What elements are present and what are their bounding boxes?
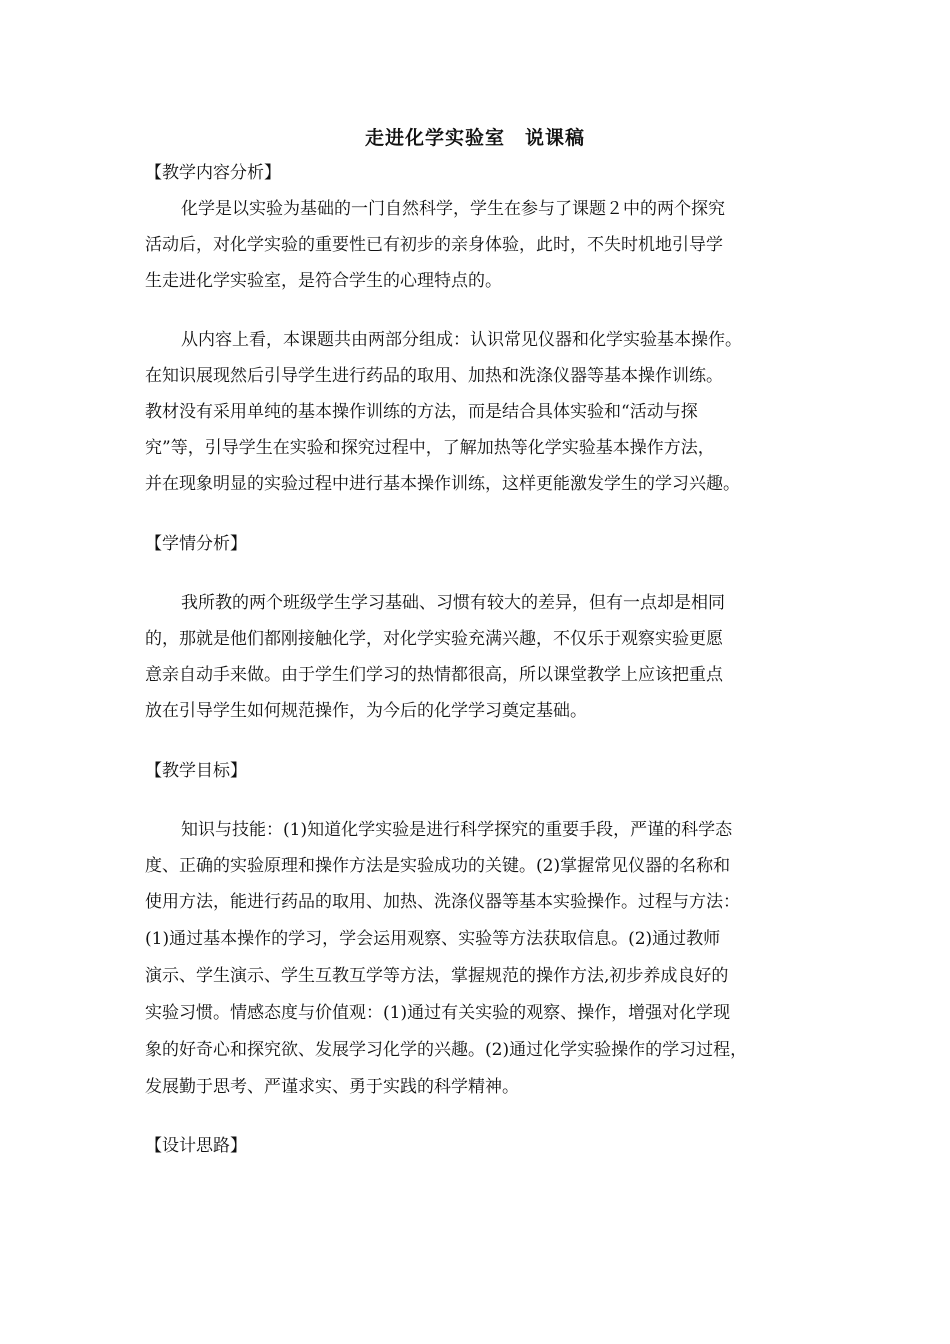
paragraph-line: 究”等，引导学生在实验和探究过程中，了解加热等化学实验基本操作方法， bbox=[145, 438, 715, 458]
paragraph-line: 在知识展现然后引导学生进行药品的取用、加热和洗涤仪器等基本操作训练。 bbox=[145, 366, 723, 386]
paragraph-line: 生走进化学实验室，是符合学生的心理特点的。 bbox=[145, 271, 502, 291]
paragraph-line: 化学是以实验为基础的一门自然科学，学生在参与了课题２中的两个探究 bbox=[181, 199, 725, 219]
section-heading-design-idea: 【设计思路】 bbox=[145, 1136, 247, 1156]
paragraph-line: 演示、学生演示、学生互教互学等方法，掌握规范的操作方法,初步养成良好的 bbox=[145, 966, 729, 986]
paragraph-line: 使用方法，能进行药品的取用、加热、洗涤仪器等基本实验操作。过程与方法： bbox=[145, 892, 740, 912]
paragraph-line: 我所教的两个班级学生学习基础、习惯有较大的差异，但有一点却是相同 bbox=[181, 593, 725, 613]
paragraph-line: 度、正确的实验原理和操作方法是实验成功的关键。(2)掌握常见仪器的名称和 bbox=[145, 856, 731, 876]
paragraph-line: 放在引导学生如何规范操作，为今后的化学学习奠定基础。 bbox=[145, 701, 587, 721]
paragraph-line: 并在现象明显的实验过程中进行基本操作训练，这样更能激发学生的学习兴趣。 bbox=[145, 474, 740, 494]
section-heading-content-analysis: 【教学内容分析】 bbox=[145, 163, 281, 183]
paragraph-line: 发展勤于思考、严谨求实、勇于实践的科学精神。 bbox=[145, 1077, 519, 1097]
paragraph-line: 的，那就是他们都刚接触化学，对化学实验充满兴趣，不仅乐于观察实验更愿 bbox=[145, 629, 723, 649]
paragraph-line: 知识与技能：(1)知道化学实验是进行科学探究的重要手段，严谨的科学态 bbox=[181, 820, 733, 840]
paragraph-line: 教材没有采用单纯的基本操作训练的方法，而是结合具体实验和“活动与探 bbox=[145, 402, 698, 422]
paragraph-line: 活动后，对化学实验的重要性已有初步的亲身体验，此时，不失时机地引导学 bbox=[145, 235, 723, 255]
section-heading-student-analysis: 【学情分析】 bbox=[145, 534, 247, 554]
paragraph-line: 从内容上看，本课题共由两部分组成：认识常见仪器和化学实验基本操作。 bbox=[181, 330, 742, 350]
section-heading-teaching-goals: 【教学目标】 bbox=[145, 761, 247, 781]
paragraph-line: (1)通过基本操作的学习，学会运用观察、实验等方法获取信息。(2)通过教师 bbox=[145, 929, 721, 949]
page-title: 走进化学实验室 说课稿 bbox=[364, 127, 585, 149]
paragraph-line: 象的好奇心和探究欲、发展学习化学的兴趣。(2)通过化学实验操作的学习过程， bbox=[145, 1040, 748, 1060]
paragraph-line: 意亲自动手来做。由于学生们学习的热情都很高，所以课堂教学上应该把重点 bbox=[145, 665, 723, 685]
paragraph-line: 实验习惯。情感态度与价值观：(1)通过有关实验的观察、操作，增强对化学现 bbox=[145, 1003, 731, 1023]
